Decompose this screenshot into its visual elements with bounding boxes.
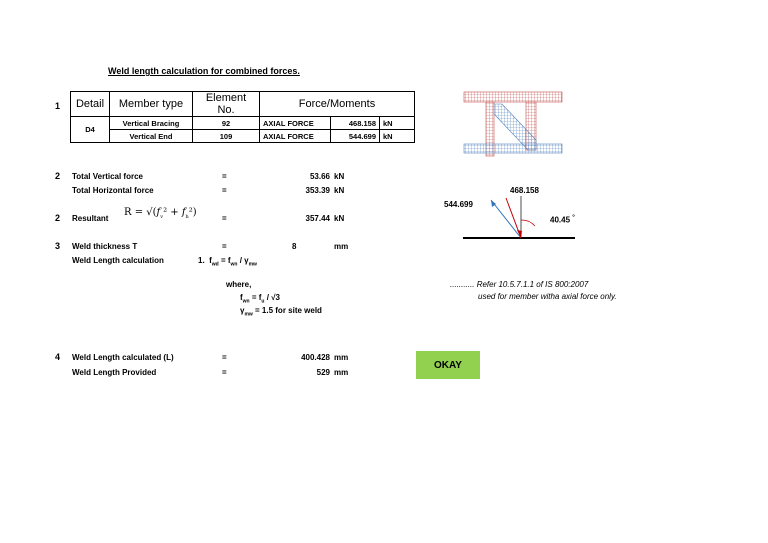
equals-sign: = <box>222 186 227 195</box>
total-vertical-label: Total Vertical force <box>72 172 143 181</box>
equals-sign: = <box>222 214 227 223</box>
table-header-row <box>71 92 415 117</box>
total-vertical-value: 53.66 <box>309 172 330 181</box>
where-label: where, <box>226 280 252 289</box>
gamma-note: $\gamma_{mw} = 1.5$ for site weld <box>240 306 322 318</box>
detail-cell: D4 <box>71 117 110 143</box>
total-horizontal-value: 353.39 <box>305 186 330 195</box>
member-type-cell: Vertical End <box>110 130 193 143</box>
header-cell: Member type <box>110 92 193 117</box>
weld-length-provided-label: Weld Length Provided <box>72 368 157 377</box>
top-chord <box>464 92 562 102</box>
table-row <box>71 130 415 143</box>
step-number: 2 <box>55 213 61 223</box>
weld-length-calculated-label: Weld Length calculated (L) <box>72 353 174 362</box>
weld-length-provided-value: 529 <box>316 368 330 377</box>
status-badge: OKAY <box>416 351 480 379</box>
length-unit: mm <box>334 242 349 251</box>
angle-arc <box>521 220 535 226</box>
force-value-cell: 544.699 <box>331 130 380 143</box>
force-unit: kN <box>334 186 345 195</box>
equals-sign: = <box>222 353 227 362</box>
resultant-formula: $R = √(f_v^2 + f_h^2)$ <box>124 207 197 220</box>
force-type-cell: AXIAL FORCE <box>260 130 331 143</box>
connection-sketch <box>462 88 566 158</box>
step-number: 3 <box>55 241 61 251</box>
resultant-label: Resultant <box>72 214 109 223</box>
header-cell: Detail <box>71 92 110 117</box>
reference-note-line2: used for member witha axial force only. <box>478 292 617 301</box>
angle-label: 40.45 ° <box>550 214 575 225</box>
element-no-cell: 92 <box>193 117 260 130</box>
equals-sign: = <box>222 368 227 377</box>
step-number: 2 <box>55 171 61 181</box>
table-row <box>71 117 415 130</box>
weld-formula: 1. $f_{wd} = f_{wn} / \gamma_{mw}$ <box>198 256 257 268</box>
length-unit: mm <box>334 368 349 377</box>
force-unit-cell: kN <box>380 117 415 130</box>
bottom-plate <box>464 144 562 153</box>
element-no-cell: 109 <box>193 130 260 143</box>
force-unit: kN <box>334 214 345 223</box>
page-title: Weld length calculation for combined forces. <box>108 66 300 76</box>
weld-thickness-value: 8 <box>292 242 297 251</box>
step-number: 4 <box>55 352 61 362</box>
right-force-label: 468.158 <box>510 186 539 195</box>
header-cell: Force/Moments <box>260 92 415 117</box>
weld-length-calculated-value: 400.428 <box>301 353 330 362</box>
left-force-label: 544.699 <box>444 200 473 209</box>
header-cell: Element No. <box>193 92 260 117</box>
member-type-cell: Vertical Bracing <box>110 117 193 130</box>
length-unit: mm <box>334 353 349 362</box>
force-type-cell: AXIAL FORCE <box>260 117 331 130</box>
total-horizontal-label: Total Horizontal force <box>72 186 154 195</box>
weld-thickness-label: Weld thickness T <box>72 242 138 251</box>
force-arrow-blue <box>491 200 521 238</box>
forces-table <box>70 91 415 143</box>
equals-sign: = <box>222 172 227 181</box>
force-unit: kN <box>334 172 345 181</box>
step-number: 1 <box>55 101 61 111</box>
fwn-formula: $f_{wn} = f_u / √3$ <box>240 293 280 305</box>
force-value-cell: 468.158 <box>331 117 380 130</box>
resultant-value: 357.44 <box>305 214 330 223</box>
force-unit-cell: kN <box>380 130 415 143</box>
reference-note: ........... Refer 10.5.7.1.1 of IS 800:2007 <box>450 280 589 289</box>
weld-length-calc-label: Weld Length calculation <box>72 256 164 265</box>
equals-sign: = <box>222 242 227 251</box>
